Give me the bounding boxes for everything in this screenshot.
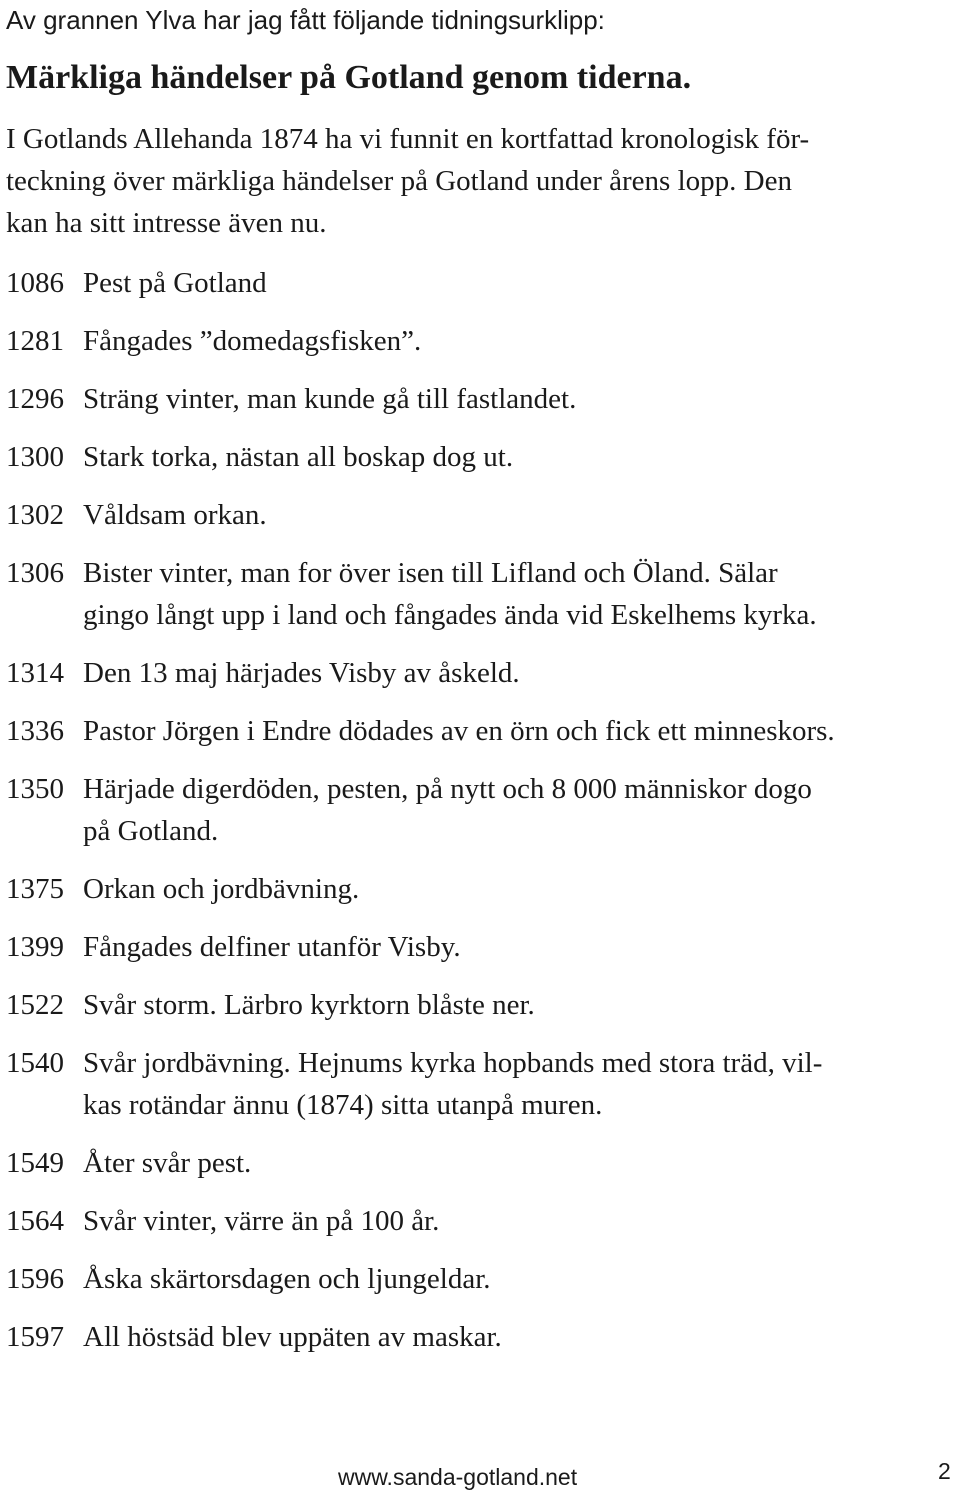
entry-line: Den 13 maj härjades Visby av åskeld.: [83, 657, 520, 689]
lead-paragraph: [6, 118, 946, 244]
entry-text: [83, 868, 951, 910]
entry-text: [83, 768, 951, 852]
chronology-entry: [6, 652, 951, 694]
lead-line: I Gotlands Allehanda 1874 ha vi funnit en kortfattad kronologisk för-: [6, 123, 810, 155]
entry-text: [83, 1042, 951, 1126]
chronology-entry: [6, 378, 951, 420]
chronology-entry: [6, 552, 951, 636]
entry-year: 1306: [6, 557, 64, 589]
article-title: Märkliga händelser på Gotland genom tiderna.: [6, 59, 692, 96]
chronology-entry: [6, 1042, 951, 1126]
entry-text: [83, 378, 951, 420]
entry-line: All höstsäd blev uppäten av maskar.: [83, 1321, 502, 1353]
entry-year: 1336: [6, 715, 64, 747]
entry-text: [83, 1316, 951, 1358]
entry-line: Svår jordbävning. Hejnums kyrka hopbands med stora träd, vil-: [83, 1047, 823, 1079]
chronology-entry: [6, 1316, 951, 1358]
entry-line: kas rotändar ännu (1874) sitta utanpå muren.: [83, 1089, 603, 1121]
entry-text: [83, 262, 951, 304]
entry-year: 1596: [6, 1263, 64, 1295]
entry-year: 1314: [6, 657, 64, 689]
entry-year: 1350: [6, 773, 64, 805]
entry-year: 1522: [6, 989, 64, 1021]
entry-text: [83, 1200, 951, 1242]
entry-text: [83, 552, 951, 636]
lead-line: teckning över märkliga händelser på Gotland under årens lopp. Den: [6, 165, 792, 197]
entry-text: [83, 710, 951, 752]
entry-line: Stark torka, nästan all boskap dog ut.: [83, 441, 514, 473]
intro-text: Av grannen Ylva har jag fått följande tidningsurklipp:: [6, 5, 605, 35]
entry-text: [83, 320, 951, 362]
entry-year: 1564: [6, 1205, 64, 1237]
entry-line: Fångades ”domedagsfisken”.: [83, 325, 422, 357]
chronology-entry: [6, 1142, 951, 1184]
entry-year: 1281: [6, 325, 64, 357]
entry-line: Åter svår pest.: [83, 1147, 252, 1179]
entry-year: 1597: [6, 1321, 64, 1353]
entry-line: Härjade digerdöden, pesten, på nytt och 8 000 människor dogo: [83, 773, 812, 805]
entry-year: 1296: [6, 383, 64, 415]
chronology-entry: [6, 436, 951, 478]
page-number: 2: [938, 1458, 951, 1484]
entry-line: Fångades delfiner utanför Visby.: [83, 931, 461, 963]
chronology-entry: [6, 768, 951, 852]
entry-text: [83, 984, 951, 1026]
entry-line: på Gotland.: [83, 815, 219, 847]
entry-year: 1375: [6, 873, 64, 905]
entry-text: [83, 926, 951, 968]
entry-year: 1300: [6, 441, 64, 473]
chronology-entry: [6, 1200, 951, 1242]
entry-year: 1399: [6, 931, 64, 963]
entry-text: [83, 652, 951, 694]
entry-year: 1086: [6, 267, 64, 299]
chronology-entry: [6, 926, 951, 968]
entry-line: Sträng vinter, man kunde gå till fastlandet.: [83, 383, 577, 415]
entry-text: [83, 1258, 951, 1300]
chronology-entry: [6, 868, 951, 910]
entry-text: [83, 1142, 951, 1184]
chronology-entry: [6, 494, 951, 536]
entry-line: Bister vinter, man for över isen till Lifland och Öland. Sälar: [83, 557, 778, 589]
footer-url: www.sanda-gotland.net: [338, 1464, 578, 1490]
chronology-entry: [6, 1258, 951, 1300]
chronology-entry: [6, 710, 951, 752]
entry-line: Våldsam orkan.: [83, 499, 267, 531]
entry-line: Pest på Gotland: [83, 267, 267, 299]
entry-year: 1549: [6, 1147, 64, 1179]
chronology-list: [6, 262, 951, 1374]
lead-line: kan ha sitt intresse även nu.: [6, 207, 327, 239]
entry-year: 1540: [6, 1047, 64, 1079]
chronology-entry: [6, 262, 951, 304]
entry-text: [83, 494, 951, 536]
entry-line: Svår vinter, värre än på 100 år.: [83, 1205, 440, 1237]
entry-text: [83, 436, 951, 478]
chronology-entry: [6, 320, 951, 362]
entry-line: Pastor Jörgen i Endre dödades av en örn och fick ett minneskors.: [83, 715, 835, 747]
entry-line: Orkan och jordbävning.: [83, 873, 360, 905]
entry-line: Svår storm. Lärbro kyrktorn blåste ner.: [83, 989, 535, 1021]
chronology-entry: [6, 984, 951, 1026]
entry-year: 1302: [6, 499, 64, 531]
entry-line: gingo långt upp i land och fångades ända vid Eskelhems kyrka.: [83, 599, 817, 631]
entry-line: Åska skärtorsdagen och ljungeldar.: [83, 1263, 491, 1295]
